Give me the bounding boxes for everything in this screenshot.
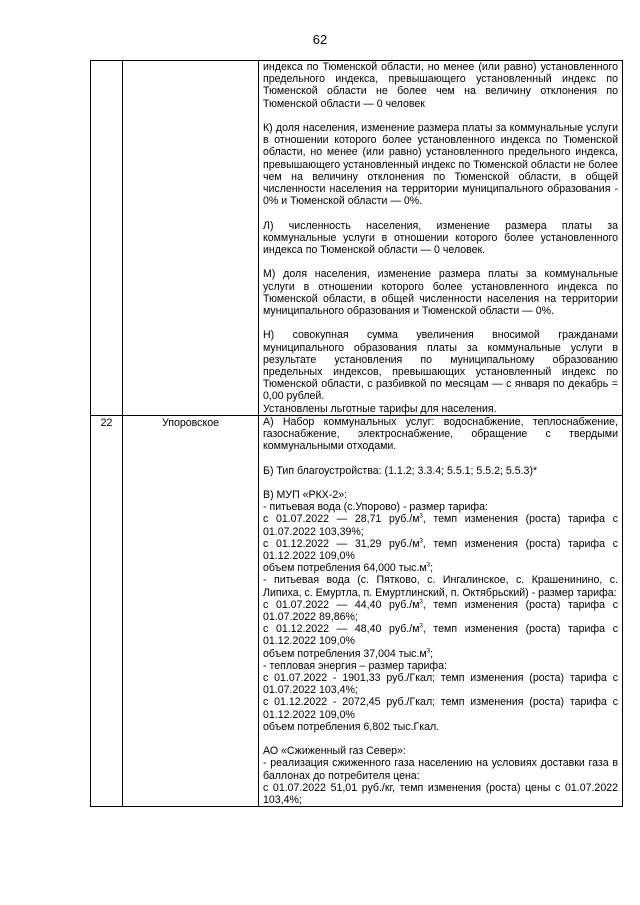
paragraph: с 01.12.2022 — 31,29 $руб./м^3$, темп изменения (роста) тарифа с 01.12.2022 109,0% [263,537,618,563]
table-row [91,415,623,806]
paragraph: Б) Тип благоустройства: (1.1.2; 3.3.4; 5.5.1; 5.5.2; 5.5.3)* [263,464,538,477]
tariff-table [90,60,623,807]
paragraph: объем потребления 37,004 $тыс.м^3$; [263,647,434,660]
page-number: 62 [312,32,328,47]
paragraph: В) МУП «РКХ-2»: [263,489,348,502]
paragraph: М) доля населения, изменение размера платы за коммунальные услуги в отношении которого более установленного индекса по Тюменской области, в общей численности населения на территории муниципального образования и Тюменской области — 0%. [263,268,618,318]
paragraph: - питьевая вода (с. Пятково, с. Ингалинское, с. Крашенинино, с. Липиха, с. Емуртла, п. Емуртлинский, п. Октябрьский) - размер тарифа: [263,574,618,599]
description-cell [259,61,623,416]
paragraph: с 01.07.2022 — 44,40 $руб./м^3$, темп изменения (роста) тарифа с 01.07.2022 89,86%; [263,598,618,624]
paragraph: Л) численность населения, изменение размера платы за коммунальные услуги в отношении которого более установленного индекса по Тюменской области — 0 человек. [263,219,618,257]
paragraph: АО «Сжиженный газ Север»: [263,745,406,758]
paragraph: с 01.07.2022 - 1901,33 руб./Гкал; темп изменения (роста) тарифа с 01.07.2022 103,4%; [263,672,618,697]
paragraph: с 01.07.2022 — 28,71 $руб./м^3$, темп изменения (роста) тарифа с 01.07.2022 103,39%; [263,513,618,538]
paragraph: - питьевая вода (с.Упорово) - размер тарифа: [263,501,488,514]
paragraph: Н) совокупная сумма увеличения вносимой гражданами муниципального образования платы за коммунальные услуги в результате установления по муниципальному образованию предельных индексов, превышающих установленный индекс по Тюменской области, с разбивкой по месяцам — с января по декабрь = 0,00 рублей. [263,329,618,403]
paragraph: - реализация сжиженного газа населению на условиях доставки газа в баллонах до потребителя цена: [263,757,618,782]
paragraph: объем потребления 64,000 $тыс.м^3$; [263,562,434,575]
paragraph: К) доля населения, изменение размера платы за коммунальные услуги в отношении которого более установленного индекса по Тюменской области, но менее (или равно) установленного предельного индекса, превышающего установленный индекс по Тюменской области не более чем на величину отклонения по Тюменской области, в общей численности населения на территории муниципального образования - 0% и Тюменской области — 0%. [263,122,618,208]
row-number-cell [91,61,123,416]
description-cell [259,415,623,806]
paragraph: - тепловая энергия – размер тарифа: [263,659,447,672]
paragraph: А) Набор коммунальных услуг: водоснабжение, теплоснабжение, газоснабжение, электроснабжение, обращение с твердыми коммунальными отходами. [263,415,618,453]
municipality-cell [123,61,259,416]
paragraph: объем потребления 6,802 тыс.Гкал. [263,720,440,733]
paragraph: с 01.07.2022 51,01 руб./кг, темп изменения (роста) цены с 01.07.2022 103,4%; [263,781,618,807]
paragraph: Установлены льготные тарифы для населения. [263,402,497,415]
paragraph: с 01.12.2022 — 48,40 $руб./м^3$, темп изменения (роста) тарифа с 01.12.2022 109,0% [263,623,618,648]
row-number-cell: 22 [91,415,123,806]
paragraph: с 01.12.2022 - 2072,45 руб./Гкал; темп изменения (роста) тарифа с 01.12.2022 109,0% [263,696,618,721]
table-row [91,61,623,416]
municipality-cell: Упоровское [123,415,259,806]
paragraph: индекса по Тюменской области, но менее (или равно) установленного предельного индекса, превышающего установленный индекс по Тюменской области не более чем на величину отклонения по Тюменской области — 0 человек [263,61,618,110]
